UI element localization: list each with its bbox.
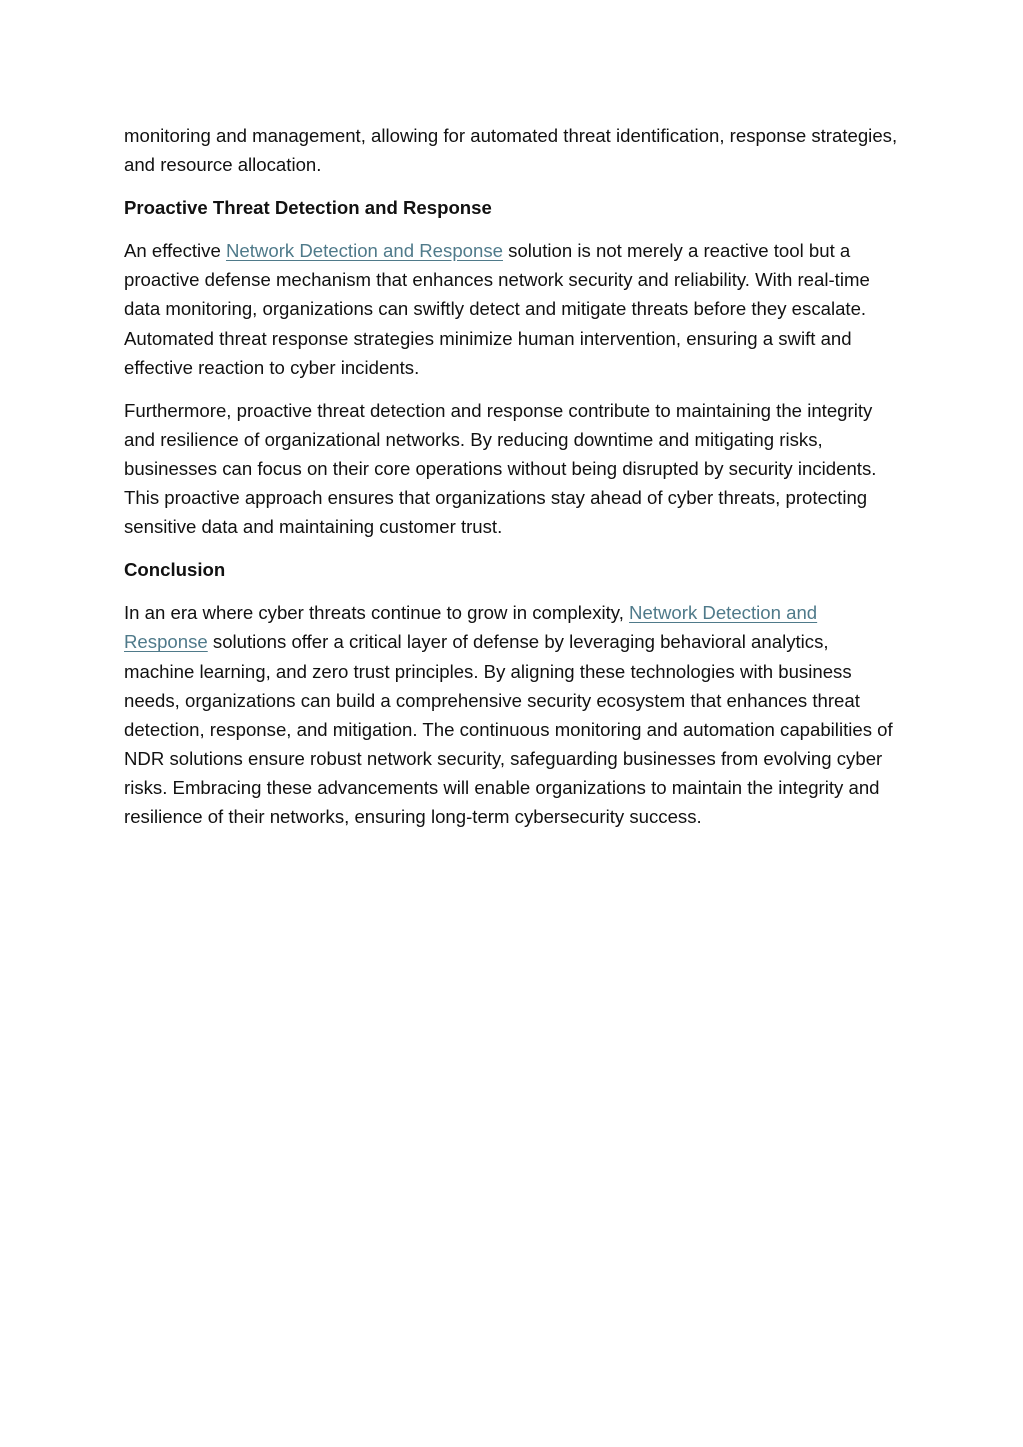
section-heading-proactive: Proactive Threat Detection and Response: [124, 197, 492, 219]
intro-paragraph: monitoring and management, allowing for automated threat identification, response strategies, and resource allocation.: [124, 125, 898, 176]
furthermore-paragraph: Furthermore, proactive threat detection and response contribute to maintaining the integrity and resilience of organizational networks. By reducing downtime and mitigating risks, businesses can focus on their core operations without being disrupted by security incidents. This proactive approach ensures that organizations stay ahead of cyber threats, protecting sensitive data and maintaining customer trust.: [124, 399, 877, 538]
document-body: [124, 121, 900, 831]
paragraph-text: solutions offer a critical layer of defense by leveraging behavioral analytics, machine learning, and zero trust principles. By aligning these technologies with business needs, organizations can build a comprehensive security ecosystem that enhances threat detection, response, and mitigation. The continuous monitoring and automation capabilities of NDR solutions ensure robust network security, safeguarding businesses from evolving cyber risks. Embracing these advancements will enable organizations to maintain the integrity and resilience of their networks, ensuring long-term cybersecurity success.: [124, 631, 893, 827]
ndr-link[interactable]: Network Detection and Response: [124, 602, 818, 653]
section-heading-conclusion: Conclusion: [124, 559, 226, 581]
ndr-link[interactable]: Network Detection and Response: [225, 240, 503, 262]
paragraph-text: solution is not merely a reactive tool but a proactive defense mechanism that enhances network security and reliability. With real-time data monitoring, organizations can swiftly detect and mitigate threats before they escalate. Automated threat response strategies minimize human intervention, ensuring a swift and effective reaction to cyber incidents.: [124, 240, 870, 378]
paragraph-text: In an era where cyber threats continue to grow in complexity,: [124, 602, 630, 624]
paragraph-text: An effective: [124, 240, 226, 262]
conclusion-paragraph: [124, 598, 900, 831]
ndr-paragraph: [124, 236, 900, 381]
